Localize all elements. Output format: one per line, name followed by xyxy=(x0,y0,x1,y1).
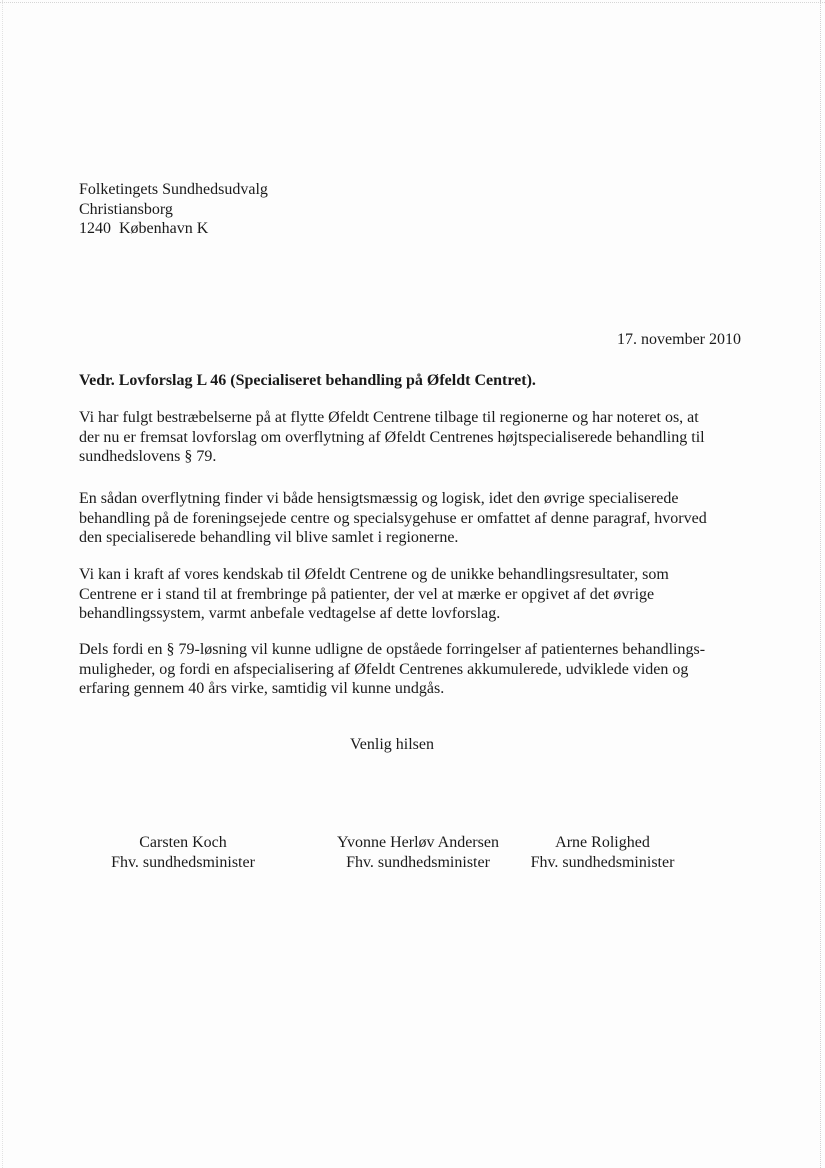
paragraph-line: sundhedslovens § 79. xyxy=(79,448,217,465)
signatory-name: Arne Rolighed xyxy=(555,834,650,851)
signatory-name: Carsten Koch xyxy=(139,834,227,851)
paragraph-line: Vi kan i kraft af vores kendskab til Øfeldt Centrene og de unikke behandlingsresultater, som xyxy=(79,566,669,583)
letter-date: 17. november 2010 xyxy=(617,331,741,348)
scan-edge-top xyxy=(0,2,825,4)
recipient-line-3: 1240 København K xyxy=(79,220,209,237)
paragraph-line: Vi har fulgt bestræbelserne på at flytte Øfeldt Centrene tilbage til regionerne og har noteret os, at xyxy=(79,409,699,426)
scan-edge-right xyxy=(820,0,822,1168)
signatory-title: Fhv. sundhedsminister xyxy=(530,853,675,871)
signatory-1 xyxy=(98,833,268,872)
recipient-line-2: Christiansborg xyxy=(79,200,173,218)
paragraph-line: erfaring gennem 40 års virke, samtidig vil kunne undgås. xyxy=(79,680,445,697)
recipient-line-1: Folketingets Sundhedsudvalg xyxy=(79,181,268,198)
paragraph-4 xyxy=(79,640,744,699)
paragraph-line: Centrene er i stand til at frembringe på patienter, der vel at mærke er opgivet af det øvrige xyxy=(79,585,655,603)
scan-edge-left xyxy=(2,0,4,1168)
paragraph-3 xyxy=(79,565,744,624)
paragraph-line: behandling på de foreningsejede centre og specialsygehuse er omfattet af denne paragraf, hvorved xyxy=(79,509,707,527)
paragraph-line: behandlingssystem, varmt anbefale vedtagelse af dette lovforslag. xyxy=(79,605,501,622)
letter-subject: Vedr. Lovforslag L 46 (Specialiseret behandling på Øfeldt Centret). xyxy=(79,372,536,389)
paragraph-line: muligheder, og fordi en afspecialisering af Øfeldt Centrenes akkumulerede, udviklede viden og xyxy=(79,660,689,678)
paragraph-line: den specialiserede behandling vil blive samlet i regionerne. xyxy=(79,529,459,546)
signatory-name: Yvonne Herløv Andersen xyxy=(337,834,499,851)
paragraph-2 xyxy=(79,489,744,548)
paragraph-line: Dels fordi en § 79-løsning vil kunne udligne de opståede forringelser af patienternes behandlings- xyxy=(79,641,706,658)
paragraph-line: der nu er fremsat lovforslag om overflytning af Øfeldt Centrenes højtspecialiserede behandling til xyxy=(79,428,705,446)
paragraph-line: En sådan overflytning finder vi både hensigtsmæssig og logisk, idet den øvrige specialiserede xyxy=(79,490,679,507)
signatory-3 xyxy=(520,833,685,872)
signatory-title: Fhv. sundhedsminister xyxy=(111,853,255,871)
recipient-address xyxy=(79,180,268,239)
closing-salutation: Venlig hilsen xyxy=(350,736,434,753)
paragraph-1 xyxy=(79,408,744,467)
signatory-2 xyxy=(328,833,508,872)
signatory-title: Fhv. sundhedsminister xyxy=(346,853,490,871)
